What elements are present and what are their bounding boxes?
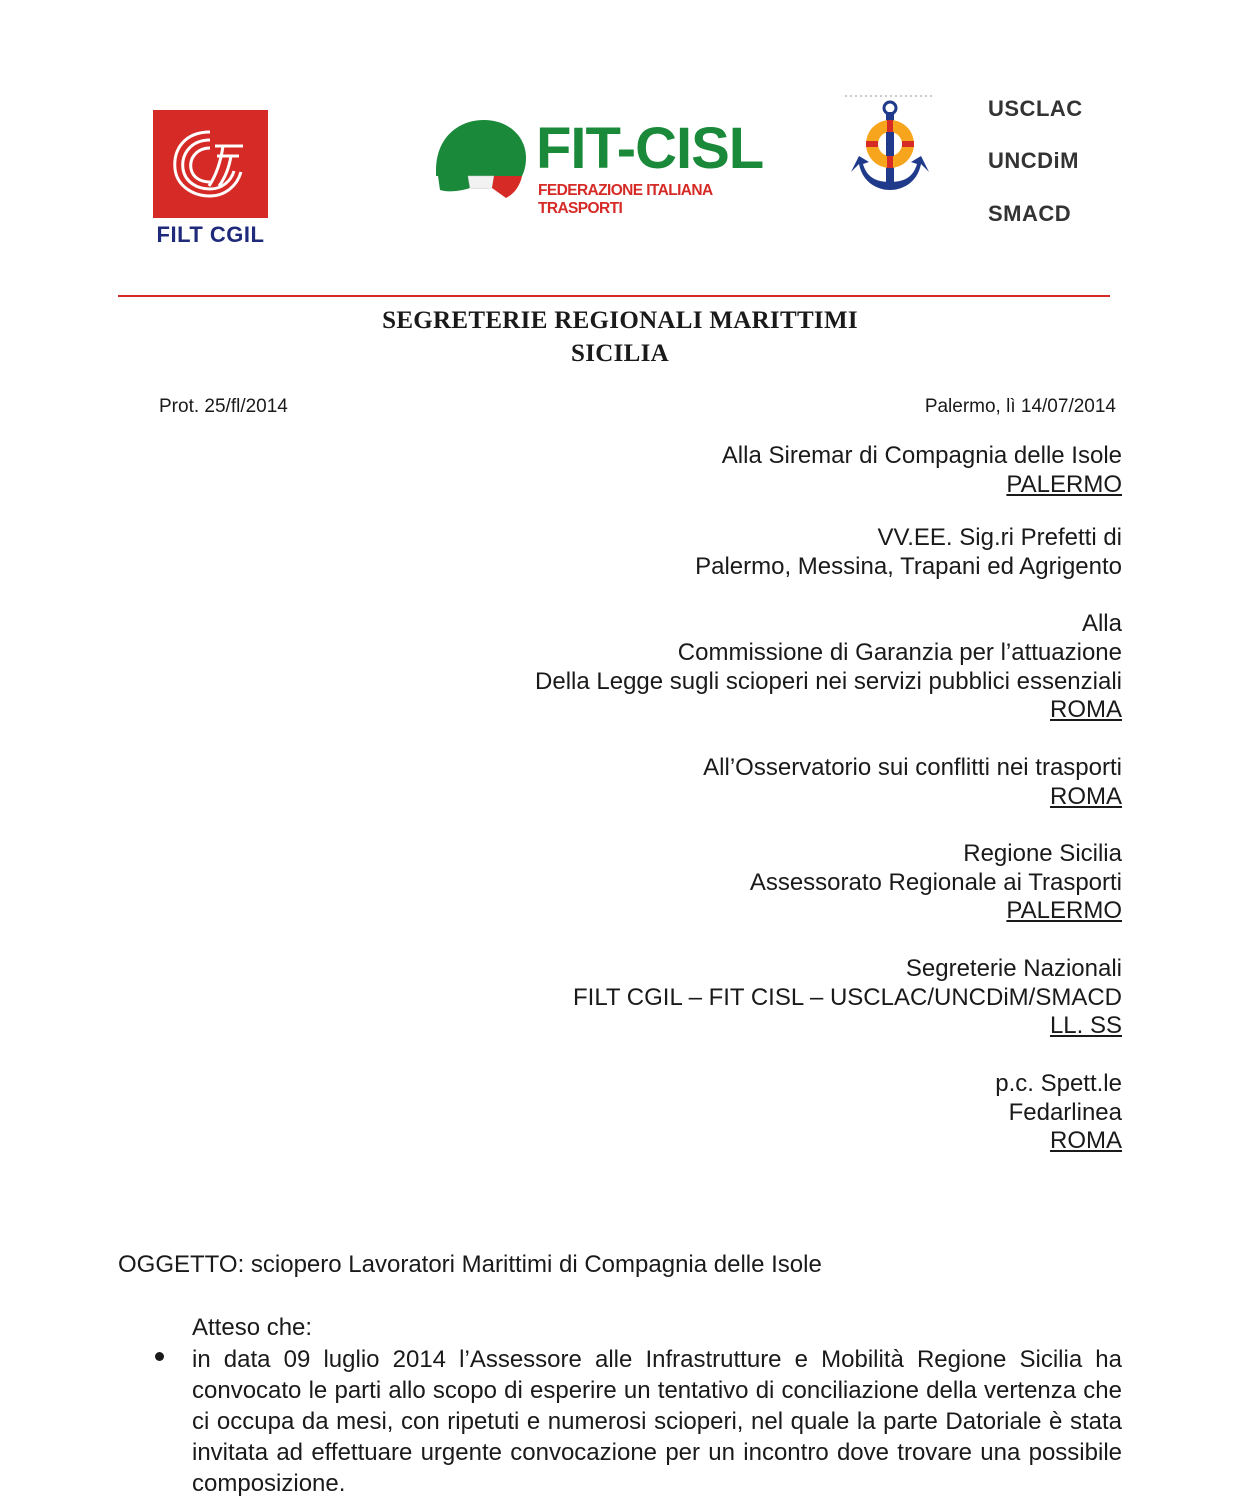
recipient-7-city: ROMA [1050, 1127, 1122, 1154]
heading-line-1: SEGRETERIE REGIONALI MARITTIMI [382, 307, 858, 334]
union-smacd: SMACD [988, 201, 1072, 226]
heading-line-2: SICILIA [571, 340, 669, 367]
recipient-4-city: ROMA [1050, 783, 1122, 810]
protocol-number: Prot. 25/fl/2014 [159, 396, 288, 417]
filt-logo-mark [153, 110, 268, 218]
filt-cgil-logo [153, 110, 268, 246]
recipient-5-line-2: Assessorato Regionale ai Trasporti [749, 869, 1122, 896]
anchor-lifebuoy-icon [845, 92, 935, 197]
recipient-3-city: ROMA [1050, 696, 1122, 723]
fit-cisl-logo [432, 112, 792, 217]
place-date: Palermo, lì 14/07/2014 [924, 396, 1116, 417]
intro-text: Atteso che: [192, 1314, 313, 1341]
fit-cisl-emblem-icon [432, 116, 532, 202]
bullet-paragraph: in data 09 luglio 2014 l’Assessore alle Infrastrutture e Mobilità Regione Sicilia ha convocato le parti allo scopo di esperire un tentativo di conciliazione della vertenza che ci occupa da mesi, con ripetuti e numerosi scioperi, nel quale la parte Datoriale è stata invitata ad effettuare urgente convocazione per un incontro dove trovare una possibile composizione. [192, 1346, 1122, 1497]
fit-cisl-subtitle: FEDERAZIONE ITALIANA TRASPORTI [538, 182, 712, 217]
recipient-2-line-2: Palermo, Messina, Trapani ed Agrigento [695, 553, 1122, 580]
recipient-4-line-1: All’Osservatorio sui conflitti nei trasporti [703, 754, 1122, 781]
filt-logo-label: FILT CGIL [156, 222, 265, 247]
recipient-6-city: LL. SS [1049, 1012, 1122, 1039]
bullet-icon [155, 1352, 164, 1361]
union-usclac: USCLAC [988, 96, 1083, 121]
recipient-5-city: PALERMO [1006, 897, 1122, 924]
recipient-3-line-1: Alla [1081, 610, 1122, 637]
maritime-anchor-logo [845, 92, 935, 197]
recipient-7-line-1: p.c. Spett.le [995, 1070, 1122, 1097]
recipient-1-line-1: Alla Siremar di Compagnia delle Isole [721, 442, 1122, 469]
header-divider [118, 295, 1110, 297]
union-uncdim: UNCDiM [988, 148, 1079, 173]
recipient-7-line-2: Fedarlinea [1008, 1099, 1122, 1126]
subject-line: OGGETTO: sciopero Lavoratori Marittimi di Compagnia delle Isole [118, 1251, 822, 1278]
recipient-3-line-3: Della Legge sugli scioperi nei servizi pubblici essenziali [535, 668, 1122, 695]
recipient-3-line-2: Commissione di Garanzia per l’attuazione [677, 639, 1122, 666]
fit-cisl-name: FIT-CISL [536, 116, 764, 181]
recipient-6-line-1: Segreterie Nazionali [905, 955, 1122, 982]
filt-swirl-icon [165, 124, 255, 204]
recipient-5-line-1: Regione Sicilia [963, 840, 1122, 867]
recipient-2-line-1: VV.EE. Sig.ri Prefetti di [877, 524, 1122, 551]
recipient-1-city: PALERMO [1006, 471, 1122, 498]
recipient-6-line-2: FILT CGIL – FIT CISL – USCLAC/UNCDiM/SMACD [573, 984, 1122, 1011]
